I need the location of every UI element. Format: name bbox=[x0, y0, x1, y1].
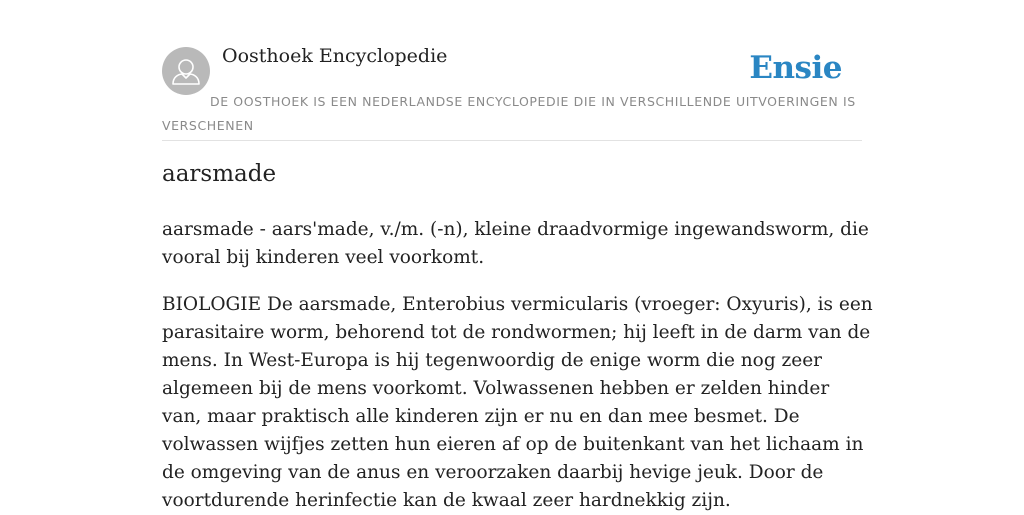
ensie-logo[interactable]: Ensie bbox=[749, 50, 842, 86]
header bbox=[162, 0, 862, 141]
avatar[interactable] bbox=[162, 47, 210, 95]
entry-definition: aarsmade - aars'made, v./m. (-n), kleine draadvormige ingewandsworm, die vooral bij kinderen veel voorkomt. bbox=[162, 219, 869, 268]
page bbox=[162, 0, 873, 511]
entry-title: aarsmade bbox=[162, 161, 277, 187]
source-tagline: DE OOSTHOEK IS EEN NEDERLANDSE ENCYCLOPEDIE DIE IN VERSCHILLENDE UITVOERINGEN IS VERSCHENEN bbox=[162, 94, 856, 133]
user-icon bbox=[162, 47, 210, 95]
source-name-link[interactable]: Oosthoek Encyclopedie bbox=[222, 45, 448, 67]
entry-biology-paragraph: BIOLOGIE De aarsmade, Enterobius vermicularis (vroeger: Oxyuris), is een parasitaire worm, behorend tot de rondwormen; hij leeft in de darm van de mens. In West-Europa is hij tegenwoordig de enige worm die nog zeer algemeen bij de mens voorkomt. Volwassenen hebben er zelden hinder van, maar praktisch alle kinderen zijn er nu en dan mee besmet. De volwassen wijfjes zetten hun eieren af op de buitenkant van het lichaam in de omgeving van de anus en veroorzaken daarbij hevige jeuk. Door de voortdurende herinfectie kan de kwaal zeer hardnekkig zijn. bbox=[162, 294, 873, 511]
